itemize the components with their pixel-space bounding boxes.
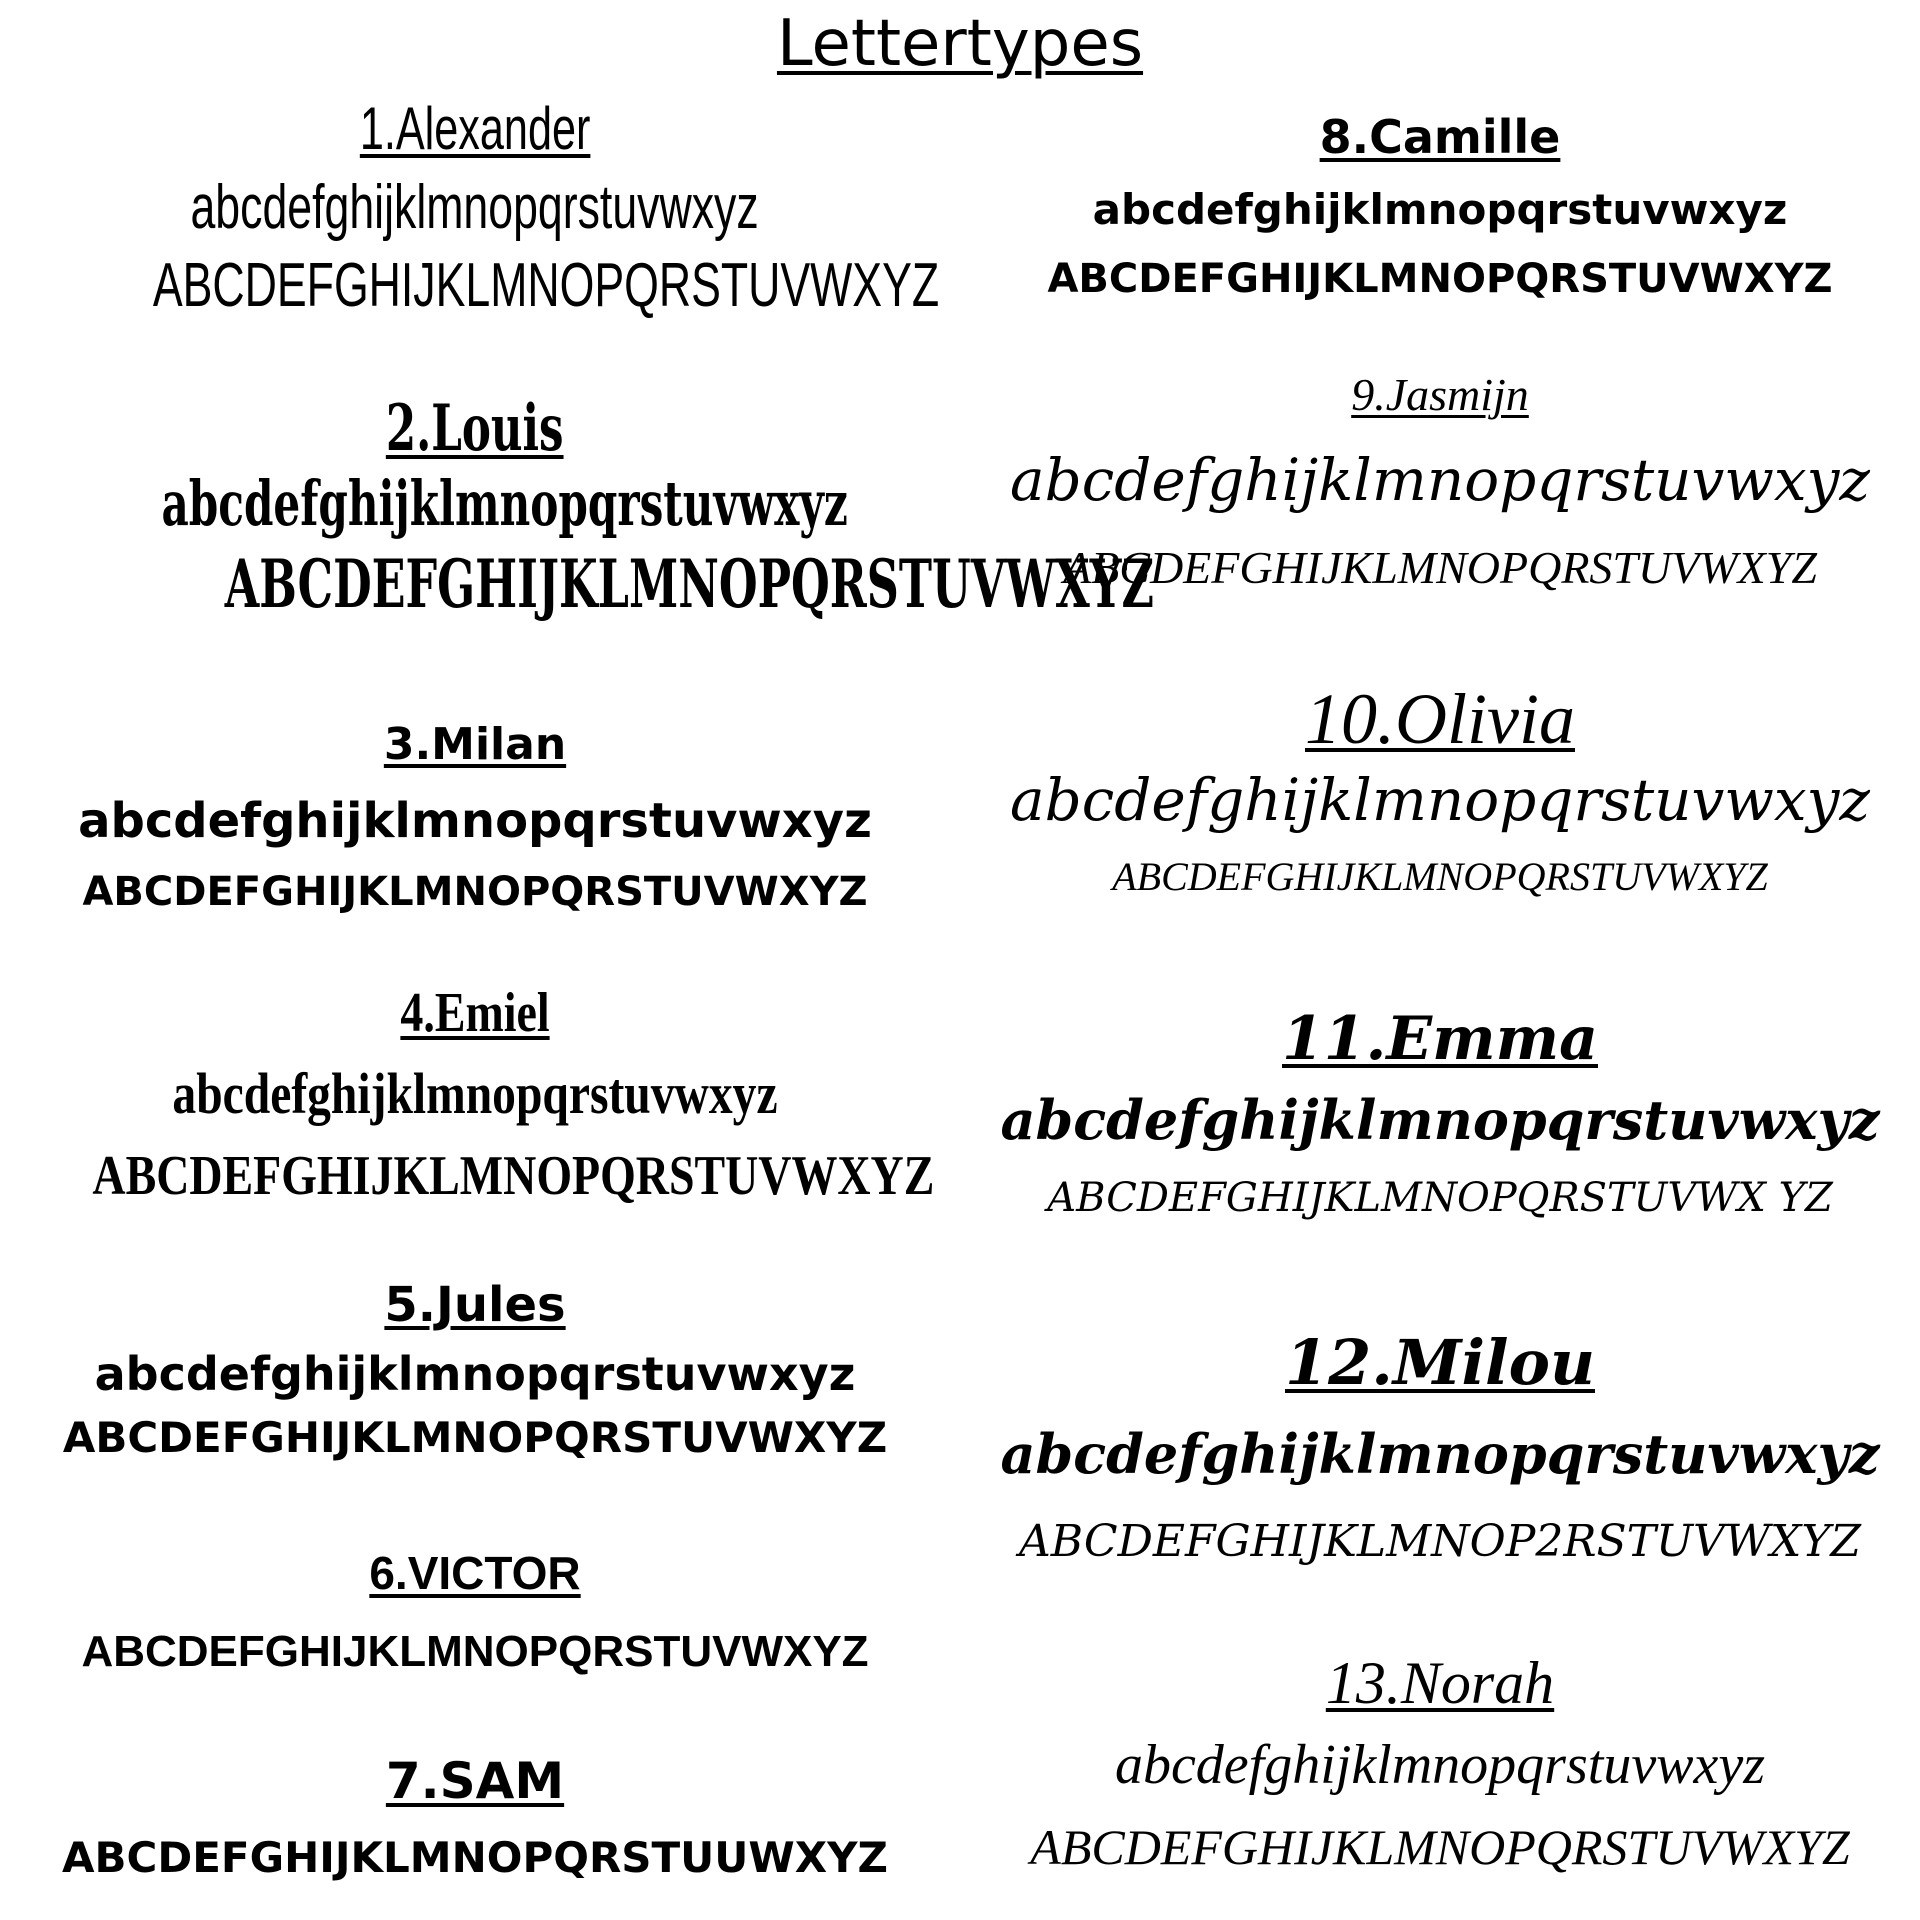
font-block-victor [0,1540,950,1692]
font-sample-upper: ABCDEFGHIJKLMNOPQRSTUVWXYZ [62,1413,888,1462]
page-title-text: Lettertypes [776,7,1144,81]
font-name: 4.Emiel [400,982,550,1044]
font-sample-upper: ABCDEFGHIJKLMNOPQRSTUVWXYZ [1047,256,1833,302]
font-sample-lower: abcdefghijklmnopqrstuvwxyz [1010,766,1870,834]
font-sample-lower: abcdefghijklmnopqrstuvwxyz [1000,1422,1880,1486]
font-name: 10.Olivia [1305,679,1575,759]
font-name: 3.Milan [383,719,567,770]
font-block-olivia [960,679,1920,905]
font-sample-upper: ABCDEFGHIJKLMNOPQRSTUVWXYZ [92,1145,935,1207]
font-name: 13.Norah [1325,1650,1555,1716]
font-block-sam [0,1748,950,1901]
font-sample-upper: ABCDEFGHIJKLMNOPQRSTUVWXYZ [82,869,868,915]
font-block-jules [0,1272,950,1468]
font-name: 11.Emma [1282,1004,1598,1074]
font-name: 9.Jasmijn [1351,369,1529,420]
font-sample-upper: ABCDEFGHIJKLMNOP2RSTUVWXYZ [1018,1516,1861,1567]
font-sample-lower: abcdefghijklmnopqrstuvwxyz [1000,1088,1880,1152]
font-block-milou [960,1326,1920,1577]
font-name: 8.Camille [1319,110,1561,164]
font-sample-upper: ABCDEFGHIJKLMNOPQRSTUVWXYZ [1063,542,1817,593]
font-sample-lower: abcdefghijklmnopqrstuvwxyz [190,173,760,242]
font-sample-upper: ABCDEFGHIJKLMNOPQRSTUVWXYZ [81,1627,869,1676]
font-block-emma [960,1006,1920,1229]
font-sample-lower: abcdefghijklmnopqrstuvwxyz [161,467,848,540]
font-name: 6.VICTOR [369,1547,581,1599]
font-sample-lower: abcdefghijklmnopqrstuvwxyz [78,793,872,849]
font-block-emiel [0,980,950,1216]
font-sample-upper: ABCDEFGHIJKLMNOPQRSTUVWXYZ [1112,854,1768,899]
font-block-alexander [0,96,950,324]
font-sample-lower: abcdefghijklmnopqrstuvwxyz [1010,446,1870,514]
font-sample-lower: abcdefghijklmnopqrstuvwxyz [1114,1734,1766,1796]
font-block-jasmijn [960,362,1920,607]
font-sample-upper: ABCDEFGHIJKLMNOPQRSTUVWXYZ [224,545,1155,623]
font-block-norah [960,1650,1920,1880]
font-block-louis [0,391,1155,627]
font-sample-upper: ABCDEFGHIJKLMNOPQRSTUVWXYZ [1030,1819,1850,1875]
font-sample-lower: abcdefghijklmnopqrstuvwxyz [1092,185,1788,234]
font-name: 5.Jules [384,1277,566,1333]
font-block-milan [0,712,950,923]
font-sample-lower: abcdefghijklmnopqrstuvwxyz [172,1061,778,1126]
font-name: 12.Milou [1284,1326,1596,1399]
font-sample-upper: ABCDEFGHIJKLMNOPQRSTUVWXYZ [152,251,940,320]
font-block-camille [960,104,1920,311]
font-name: 1.Alexander [359,95,591,162]
font-sample-upper: ABCDEFGHIJKLMNOPQRSTUVWX YZ [1047,1175,1833,1221]
font-sample-upper: ABCDEFGHIJKLMNOPQRSTUUWXYZ [62,1833,888,1882]
font-sample-lower: abcdefghijklmnopqrstuvwxyz [94,1347,856,1401]
font-name: 2.Louis [386,391,564,466]
font-name: 7.SAM [385,1752,565,1810]
right-column [960,0,1920,1920]
